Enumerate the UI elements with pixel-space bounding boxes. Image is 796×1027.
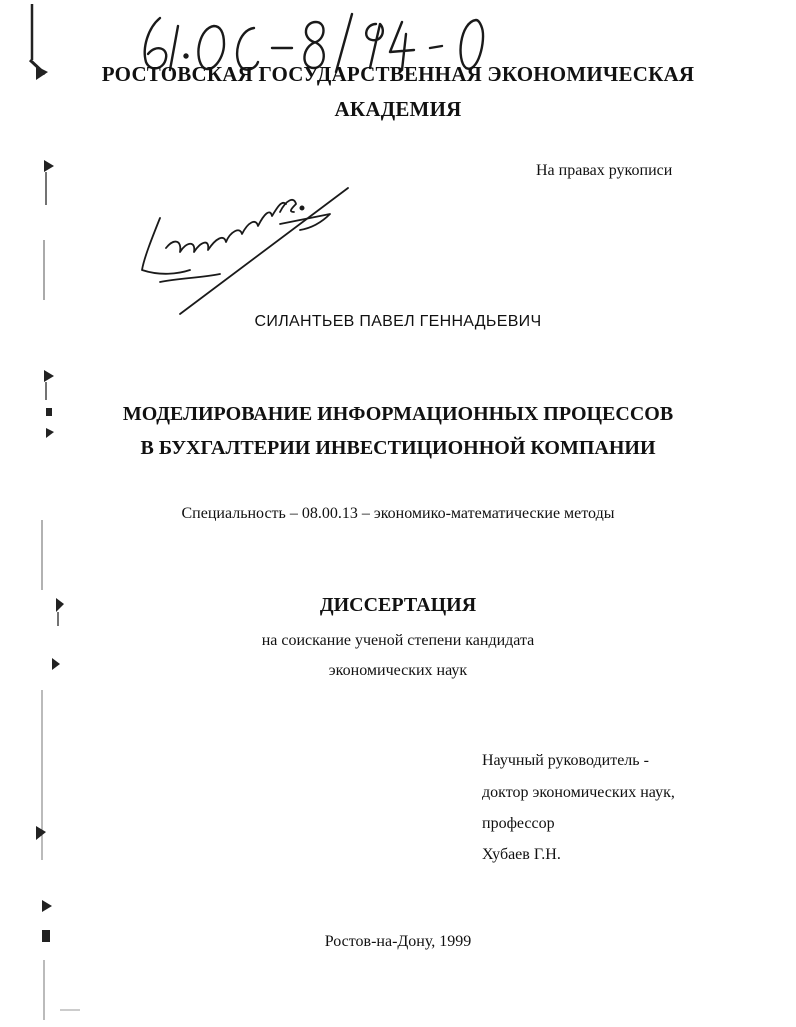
organization-name-line2: АКАДЕМИЯ (334, 97, 462, 121)
place-and-year: Ростов-на-Дону, 1999 (324, 933, 472, 950)
degree-line2: экономических наук (328, 662, 468, 679)
advisor-degree: доктор экономических наук, (482, 784, 675, 801)
dissertation-title-line1: МОДЕЛИРОВАНИЕ ИНФОРМАЦИОННЫХ ПРОЦЕССОВ (122, 403, 674, 425)
author-name: СИЛАНТЬЕВ ПАВЕЛ ГЕННАДЬЕВИЧ (254, 313, 542, 330)
organization-name-line1: РОСТОВСКАЯ ГОСУДАРСТВЕННАЯ ЭКОНОМИЧЕСКАЯ (101, 62, 695, 86)
specialty-line: Специальность – 08.00.13 – экономико-математические методы (181, 505, 615, 522)
manuscript-rights-note: На правах рукописи (536, 162, 673, 179)
degree-line1: на соискание ученой степени кандидата (261, 632, 535, 649)
dissertation-title-line2: В БУХГАЛТЕРИИ ИНВЕСТИЦИОННОЙ КОМПАНИИ (140, 437, 656, 459)
advisor-label: Научный руководитель - (482, 752, 649, 769)
document-type-heading: ДИССЕРТАЦИЯ (319, 594, 477, 616)
advisor-name: Хубаев Г.Н. (482, 846, 561, 863)
author-signature (130, 178, 360, 328)
advisor-rank: профессор (482, 815, 555, 832)
